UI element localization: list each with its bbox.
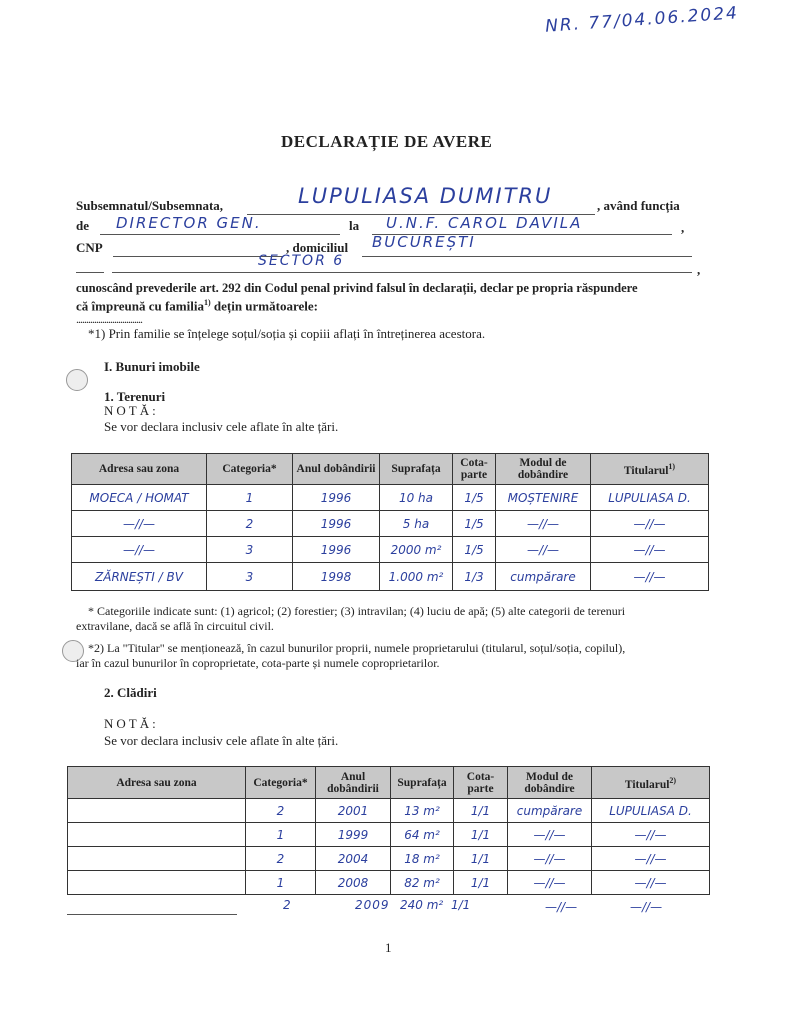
cell-area: 5 ha xyxy=(380,511,453,537)
cell-category: 3 xyxy=(207,563,293,591)
family-footnote: *1) Prin familie se înțelege soțul/soția și copiii aflați în întreținerea acestora. xyxy=(88,326,486,341)
function-value: DIRECTOR GEN. xyxy=(116,214,262,232)
comma: , xyxy=(681,220,685,235)
buildings-table xyxy=(67,766,710,895)
cell-area: 18 m² xyxy=(391,847,454,871)
table-row xyxy=(68,847,710,871)
header-year: Anul dobândirii xyxy=(293,454,380,485)
table-row xyxy=(72,511,709,537)
cell-address: ZĂRNEȘTI / BV xyxy=(72,563,207,591)
sector-value: SECTOR 6 xyxy=(258,253,345,269)
header-acquisition: Modul de dobândire xyxy=(496,454,591,485)
nota-text-2: Se vor declara inclusiv cele aflate în alte țări. xyxy=(104,733,339,748)
cell-owner: —//— xyxy=(592,871,710,895)
table-row xyxy=(72,537,709,563)
section-heading: I. Bunuri imobile xyxy=(104,359,200,374)
cell-acquisition: —//— xyxy=(508,823,592,847)
cell-acquisition: —//— xyxy=(545,900,578,914)
cell-owner: —//— xyxy=(591,511,709,537)
cell-category: 2 xyxy=(246,847,316,871)
la-label: la xyxy=(349,218,360,233)
header-category: Categoria* xyxy=(246,767,316,799)
cell-address xyxy=(68,871,246,895)
titular-note: *2) La "Titular" se menționează, în cazul bunurilor proprii, numele proprietarului (titularul, soțul/soția, copilul), xyxy=(88,641,626,655)
cell-share: 1/1 xyxy=(454,871,508,895)
cell-year: 2009 xyxy=(355,898,390,912)
cell-share: 1/5 xyxy=(453,485,496,511)
dots-line: ................................. xyxy=(76,312,142,326)
cell-category: 1 xyxy=(246,871,316,895)
header-share: Cota-parte xyxy=(453,454,496,485)
table-row xyxy=(68,823,710,847)
cell-share: 1/5 xyxy=(453,537,496,563)
city-value: BUCUREȘTI xyxy=(372,233,476,251)
cell-address xyxy=(68,847,246,871)
de-label: de xyxy=(76,218,89,233)
nota-label: NOTĂ: xyxy=(104,403,159,418)
header-share: Cota-parte xyxy=(454,767,508,799)
cell-category: 3 xyxy=(207,537,293,563)
subsection-heading: 1. Terenuri xyxy=(104,389,166,404)
cell-area: 10 ha xyxy=(380,485,453,511)
declarant-name: LUPULIASA DUMITRU xyxy=(298,184,553,208)
cell-area: 13 m² xyxy=(391,799,454,823)
cell-year: 1996 xyxy=(293,485,380,511)
cell-year: 1996 xyxy=(293,537,380,563)
cell-acquisition: —//— xyxy=(496,537,591,563)
comma-2: , xyxy=(697,262,701,277)
institution-value: U.N.F. CAROL DAVILA xyxy=(386,214,583,232)
header-year: Anul dobândirii xyxy=(316,767,391,799)
header-address: Adresa sau zona xyxy=(68,767,246,799)
registration-stamp: NR. 77/04.06.2024 xyxy=(544,3,740,37)
cell-area: 64 m² xyxy=(391,823,454,847)
header-area: Suprafața xyxy=(391,767,454,799)
statement-line2: că împreună cu familia$^{1)}$ dețin următoarele: xyxy=(76,298,318,314)
cell-area: 1.000 m² xyxy=(380,563,453,591)
header-category: Categoria* xyxy=(207,454,293,485)
cell-year: 1996 xyxy=(293,511,380,537)
cell-year: 2001 xyxy=(316,799,391,823)
cell-acquisition: —//— xyxy=(508,871,592,895)
cell-category: 2 xyxy=(207,511,293,537)
cell-area: 82 m² xyxy=(391,871,454,895)
domicile-label: , domiciliul xyxy=(286,240,349,255)
cell-year: 1999 xyxy=(316,823,391,847)
cell-area: 2000 m² xyxy=(380,537,453,563)
table-row xyxy=(68,871,710,895)
header-area: Suprafața xyxy=(380,454,453,485)
cell-year: 1998 xyxy=(293,563,380,591)
cell-owner: LUPULIASA D. xyxy=(591,485,709,511)
statement-line1: cunoscând prevederile art. 292 din Codul penal privind falsul în declarații, declar pe propria răspundere xyxy=(76,281,638,295)
titular-note-2: iar în cazul bunurilor în coproprietate, cota-parte și numele coproprietarilor. xyxy=(76,656,440,670)
cell-owner: —//— xyxy=(591,563,709,591)
header-owner: Titularul$^{1)}$ xyxy=(591,454,709,485)
cell-owner: —//— xyxy=(592,847,710,871)
cell-share: 1/1 xyxy=(454,799,508,823)
category-note-2: extravilane, dacă se află în circuitul civil. xyxy=(76,619,274,633)
cell-acquisition: —//— xyxy=(496,511,591,537)
cell-acquisition: cumpărare xyxy=(496,563,591,591)
table-row xyxy=(72,485,709,511)
cell-owner: LUPULIASA D. xyxy=(592,799,710,823)
cell-address xyxy=(68,823,246,847)
declarant-label: Subsemnatul/Subsemnata, xyxy=(76,198,224,213)
land-table xyxy=(71,453,709,591)
page-number: 1 xyxy=(385,940,392,955)
cell-category: 2 xyxy=(283,898,292,912)
cell-address: —//— xyxy=(72,537,207,563)
header-address: Adresa sau zona xyxy=(72,454,207,485)
cell-category: 1 xyxy=(246,823,316,847)
cell-share: 1/3 xyxy=(453,563,496,591)
cell-year: 2008 xyxy=(316,871,391,895)
header-owner: Titularul$^{2)}$ xyxy=(592,767,710,799)
punch-hole xyxy=(66,369,88,391)
cell-share: 1/1 xyxy=(454,823,508,847)
cell-year: 2004 xyxy=(316,847,391,871)
table-row xyxy=(72,563,709,591)
cell-owner: —//— xyxy=(592,823,710,847)
cell-category: 1 xyxy=(207,485,293,511)
cell-owner: —//— xyxy=(591,537,709,563)
cell-area: 240 m² xyxy=(400,898,444,912)
header-acquisition: Modul de dobândire xyxy=(508,767,592,799)
cell-category: 2 xyxy=(246,799,316,823)
cnp-label: CNP xyxy=(76,240,103,255)
function-label: , având funcția xyxy=(597,198,680,213)
cell-acquisition: cumpărare xyxy=(508,799,592,823)
cell-acquisition: MOȘTENIRE xyxy=(496,485,591,511)
nota-label-2: NOTĂ: xyxy=(104,716,159,731)
cell-owner: —//— xyxy=(630,900,663,914)
cell-address: —//— xyxy=(72,511,207,537)
cell-address: MOECA / HOMAT xyxy=(72,485,207,511)
nota-text: Se vor declara inclusiv cele aflate în alte țări. xyxy=(104,419,339,434)
document-title: DECLARAȚIE DE AVERE xyxy=(281,132,493,151)
table-row xyxy=(68,799,710,823)
cell-share: 1/5 xyxy=(453,511,496,537)
subsection-heading-2: 2. Clădiri xyxy=(104,685,157,700)
cell-address xyxy=(68,799,246,823)
cell-share: 1/1 xyxy=(454,847,508,871)
category-note: * Categoriile indicate sunt: (1) agricol; (2) forestier; (3) intravilan; (4) luciu de apă; (5) alte categorii de terenuri xyxy=(88,604,626,618)
cell-acquisition: —//— xyxy=(508,847,592,871)
cell-share: 1/1 xyxy=(451,898,471,912)
